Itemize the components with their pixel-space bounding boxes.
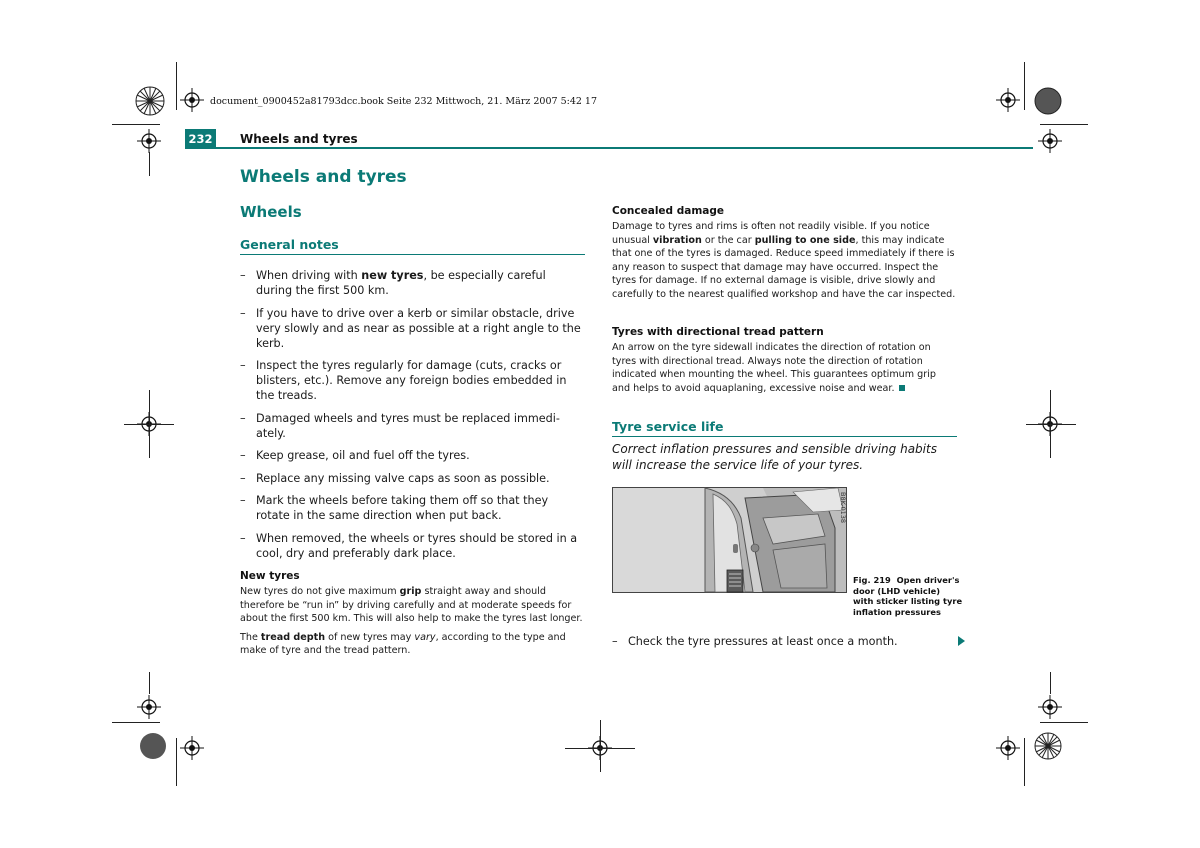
end-of-section-square [899, 385, 905, 391]
new-tyres-heading: New tyres [240, 570, 300, 582]
directional-paragraph: An arrow on the tyre sidewall indicates the direction of rotation on tyres with directional tread. Always note the direction of rotation indicated when mounting the wheel. This guarantees optimum grip and helps to avoid aquaplaning, excessive noise and wear. [612, 342, 936, 394]
registration-mark [137, 129, 161, 153]
list-item: – Replace any missing valve caps as soon as possible. [240, 471, 585, 486]
header-rule [216, 147, 1033, 149]
registration-mark [996, 88, 1020, 112]
service-life-lead: Correct inflation pressures and sensible driving habits will increase the service life of your tyres. [612, 442, 937, 472]
general-notes-rule [240, 254, 585, 255]
registration-mark [996, 736, 1020, 760]
open-door-illustration [613, 488, 846, 592]
service-life-heading: Tyre service life [612, 419, 724, 434]
color-target-mark [1033, 731, 1063, 761]
section-title: Wheels [240, 203, 302, 221]
list-item: – Check the tyre pressures at least once a month. [612, 634, 952, 649]
registration-mark [137, 695, 161, 719]
list-item: – Keep grease, oil and fuel off the tyres. [240, 448, 585, 463]
list-item: – Inspect the tyres regularly for damage (cuts, cracks or blisters, etc.). Remove any foreign bodies embedded in the treads. [240, 358, 585, 403]
concealed-damage-section [612, 205, 957, 302]
general-notes-list [240, 268, 585, 568]
directional-section [612, 326, 957, 395]
chapter-title: Wheels and tyres [240, 167, 407, 187]
registration-mark [1038, 695, 1062, 719]
new-tyres-paragraph: New tyres do not give maximum grip straight away and should therefore be “run in” by driving carefully and at moderate speeds for about the first 500 km. This will also help to make the tyres last longer. [240, 586, 583, 625]
registration-mark [180, 736, 204, 760]
list-item: – When driving with new tyres, be especially careful during the first 500 km. [240, 268, 585, 298]
concealed-damage-heading: Concealed damage [612, 205, 724, 217]
list-item: – When removed, the wheels or tyres should be stored in a cool, dry and preferably dark place. [240, 531, 585, 561]
color-target-mark [134, 85, 166, 117]
registration-mark [180, 88, 204, 112]
pressure-check-item [612, 634, 952, 657]
general-notes-heading: General notes [240, 237, 339, 252]
service-life-rule [612, 436, 957, 437]
door-figure [612, 487, 847, 593]
directional-heading: Tyres with directional tread pattern [612, 326, 824, 338]
continue-arrow-icon [958, 636, 965, 646]
concealed-damage-paragraph: Damage to tyres and rims is often not readily visible. If you notice unusual vibration or the car pulling to one side, this may indicate that one of the tyres is damaged. Reduce speed immediately if there is any reason to suspect that damage may have occurred. Inspect the tyres for damage. If no external damage is visible, drive slowly and carefully to the nearest qualified workshop and have the car inspected. [612, 221, 956, 300]
list-item: – If you have to drive over a kerb or similar obstacle, drive very slowly and as near as possible at a right angle to the kerb. [240, 306, 585, 351]
list-item: – Mark the wheels before taking them off so that they rotate in the same direction when put back. [240, 493, 585, 523]
page-number: 232 [185, 129, 216, 149]
tread-depth-paragraph: The tread depth of new tyres may vary, according to the type and make of tyre and the tread pattern. [240, 631, 566, 657]
file-info: document_0900452a81793dcc.book Seite 232 Mittwoch, 21. März 2007 5:42 17 [210, 96, 598, 107]
grey-target-mark [1033, 86, 1063, 116]
registration-mark [1038, 129, 1062, 153]
new-tyres-section [240, 570, 585, 658]
figure-caption: Fig. 219 Open driver's door (LHD vehicle) with sticker listing tyre inflation pressures [853, 575, 963, 617]
running-title: Wheels and tyres [240, 132, 358, 146]
figure-code: B8K-0138 [839, 492, 847, 524]
grey-target-mark [138, 731, 168, 761]
list-item: – Damaged wheels and tyres must be replaced immedi-ately. [240, 411, 585, 441]
